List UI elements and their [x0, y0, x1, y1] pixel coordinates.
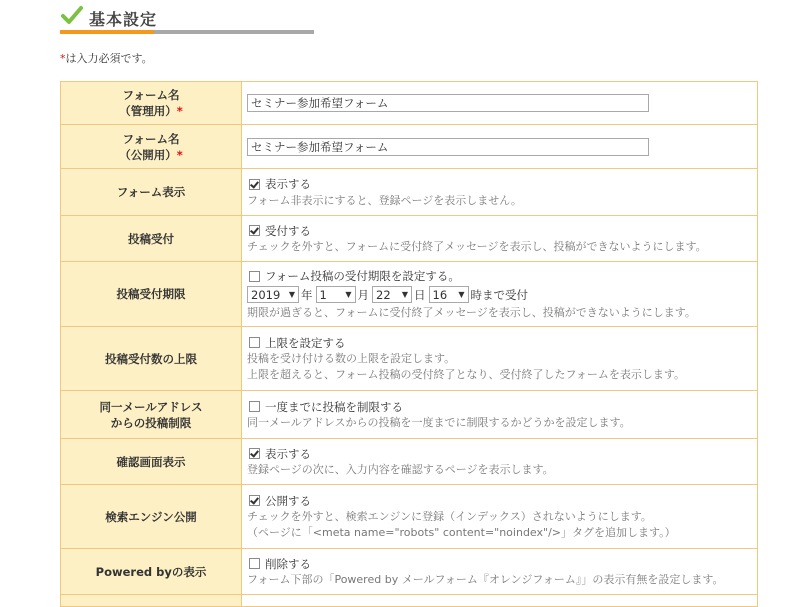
input-value: セミナー参加希望フォーム — [251, 96, 389, 110]
title-underline-accent — [60, 30, 154, 34]
select-value: 16 — [432, 287, 448, 302]
day-select[interactable] — [372, 286, 412, 303]
checkmark-icon — [61, 6, 83, 26]
row-label: フォーム表示 — [61, 169, 242, 216]
row-label: 検索エンジン公開 — [61, 485, 242, 549]
row-label-line2: （管理用） — [119, 104, 177, 118]
row-description: 投稿を受け付ける数の上限を設定します。 — [247, 352, 456, 365]
row-content — [242, 125, 758, 169]
settings-table — [60, 81, 758, 607]
row-description: チェックを外すと、検索エンジンに登録（インデックス）されないようにします。 — [247, 510, 652, 523]
row-label — [61, 82, 242, 125]
row-label-line2: （公開用） — [119, 147, 177, 162]
checkbox-label: 表示する — [265, 177, 311, 191]
chevron-down-icon: ▼ — [401, 290, 408, 299]
required-mark: * — [176, 104, 183, 118]
row-content — [242, 327, 758, 391]
chevron-down-icon: ▼ — [288, 290, 295, 299]
unit-label: 年 — [301, 287, 313, 302]
required-mark: * — [176, 147, 183, 162]
checkbox-label: 上限を設定する — [265, 335, 346, 350]
confirm-screen-checkbox[interactable] — [249, 448, 260, 459]
row-description: （ページに「<meta name="robots" content="noindex"/>」タグを追加します。） — [247, 526, 676, 539]
row-content — [242, 439, 758, 485]
input-value: セミナー参加希望フォーム — [251, 139, 389, 154]
checkbox-label: 一度までに投稿を制限する — [265, 399, 403, 414]
form-display-checkbox[interactable] — [249, 179, 260, 190]
row-label-line1: フォーム名 — [122, 88, 180, 102]
row-label — [61, 125, 242, 169]
row-content — [242, 485, 758, 549]
table-row — [61, 169, 758, 216]
select-value: 22 — [376, 287, 391, 302]
month-select[interactable] — [316, 286, 356, 303]
year-select[interactable] — [247, 286, 299, 303]
row-description: 登録ページの次に、入力内容を確認するページを表示します。 — [247, 463, 554, 476]
checkbox-label: 受付する — [265, 223, 311, 238]
table-row — [61, 216, 758, 262]
row-label: 投稿受付数の上限 — [61, 327, 242, 391]
table-row — [61, 125, 758, 169]
row-label-line1: フォーム名 — [122, 131, 180, 146]
table-row — [61, 391, 758, 439]
row-content — [242, 262, 758, 327]
row-content — [242, 549, 758, 595]
row-description: 期限が過ぎると、フォームに受付終了メッセージを表示し、投稿ができないようにします。 — [247, 305, 696, 319]
required-note-text: は入力必須です。 — [65, 52, 153, 65]
deadline-checkbox[interactable] — [249, 271, 260, 282]
hour-select[interactable] — [429, 286, 469, 303]
row-label: Powered byの表示 — [61, 549, 242, 595]
unit-label: 月 — [357, 287, 369, 302]
table-row — [61, 549, 758, 595]
row-description: フォーム非表示にすると、登録ページを表示しません。 — [247, 193, 522, 207]
row-description: 同一メールアドレスからの投稿を一度までに制限するかどうかを設定します。 — [247, 416, 631, 429]
powered-by-checkbox[interactable] — [249, 558, 260, 569]
post-limit-checkbox[interactable] — [249, 337, 260, 348]
row-label — [61, 391, 242, 439]
form-name-admin-input[interactable] — [247, 94, 649, 112]
chevron-down-icon: ▼ — [345, 290, 352, 299]
required-note — [60, 50, 153, 66]
checkbox-label: 削除する — [265, 556, 311, 571]
row-content — [242, 391, 758, 439]
select-value: 2019 — [251, 287, 281, 302]
search-engine-checkbox[interactable] — [249, 495, 260, 506]
table-row — [61, 82, 758, 125]
section-header — [60, 4, 314, 34]
checkbox-label: 公開する — [265, 493, 311, 508]
row-description: 上限を超えると、フォーム投稿の受付終了となり、受付終了したフォームを表示します。 — [247, 368, 686, 381]
row-content — [242, 169, 758, 216]
row-content — [242, 82, 758, 125]
row-description: フォーム下部の「Powered by メールフォーム『オレンジフォーム』」の表示有無を設定します。 — [247, 573, 724, 586]
accept-posts-checkbox[interactable] — [249, 225, 260, 236]
row-label: 確認画面表示 — [61, 439, 242, 485]
form-name-public-input[interactable] — [247, 138, 649, 156]
row-content — [242, 216, 758, 262]
checkbox-label: 表示する — [265, 446, 311, 461]
chevron-down-icon: ▼ — [458, 290, 465, 299]
checkbox-label: フォーム投稿の受付期限を設定する。 — [265, 269, 460, 283]
required-mark: * — [60, 52, 66, 65]
unit-label: 時まで受付 — [470, 287, 528, 302]
table-row — [61, 485, 758, 549]
row-label-line1: 同一メールアドレス — [99, 399, 203, 414]
same-email-limit-checkbox[interactable] — [249, 401, 260, 412]
row-label: 投稿受付期限 — [61, 262, 242, 327]
row-label: 投稿受付 — [61, 216, 242, 262]
page-title: 基本設定 — [89, 10, 158, 29]
table-row — [61, 262, 758, 327]
select-value: 1 — [319, 287, 327, 302]
table-row — [61, 439, 758, 485]
row-description: チェックを外すと、フォームに受付終了メッセージを表示し、投稿ができないようにします。 — [247, 240, 707, 253]
table-row — [61, 327, 758, 391]
row-label-line2: からの投稿制限 — [110, 415, 192, 430]
unit-label: 日 — [414, 287, 426, 302]
